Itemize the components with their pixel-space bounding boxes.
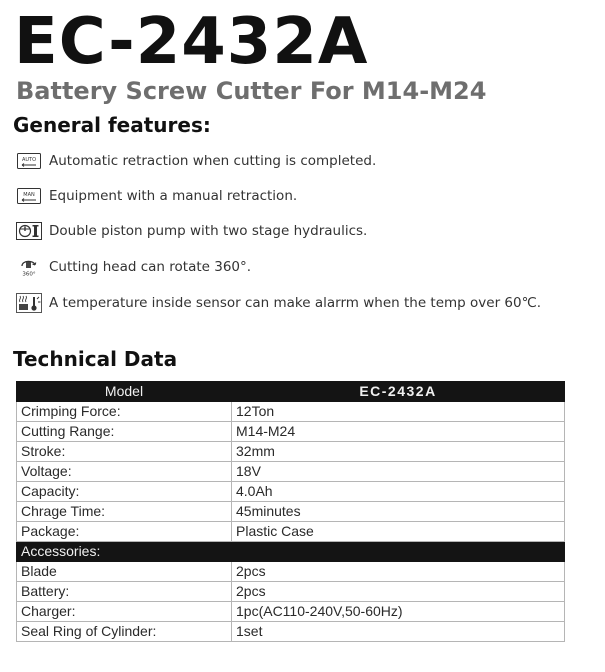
spec-value: Plastic Case [232,522,565,542]
feature-item [16,183,297,209]
auto-retraction-icon [16,151,42,171]
accessory-label: Charger: [17,602,232,622]
feature-text: Equipment with a manual retraction. [49,188,298,204]
table-row [17,402,565,422]
model-value-header: EC-2432A [232,382,565,402]
accessory-label: Blade [17,562,232,582]
spec-label: Crimping Force: [17,402,232,422]
accessory-value: 2pcs [232,562,565,582]
spec-label: Voltage: [17,462,232,482]
rotate-360-icon [16,257,42,277]
feature-item [16,218,367,244]
spec-value: 4.0Ah [232,482,565,502]
manual-retraction-icon [16,186,42,206]
feature-item [16,254,251,280]
accessories-section-label: Accessories: [17,542,565,562]
table-row [17,482,565,502]
accessory-value: 1set [232,622,565,642]
model-column-header: Model [17,382,232,402]
svg-text:AUTO: AUTO [21,157,37,163]
double-piston-pump-icon [16,221,42,241]
technical-data-heading: Technical Data [13,347,178,371]
product-subtitle: Battery Screw Cutter For M14-M24 [16,77,487,105]
table-row [17,602,565,622]
accessory-label: Seal Ring of Cylinder: [17,622,232,642]
svg-text:360°: 360° [22,271,36,277]
spec-value: 32mm [232,442,565,462]
feature-item [16,148,376,174]
table-row [17,622,565,642]
feature-text: Cutting head can rotate 360°. [49,259,252,275]
spec-label: Package: [17,522,232,542]
svg-text:MAN: MAN [23,192,35,198]
general-features-heading: General features: [13,113,211,137]
spec-value: 12Ton [232,402,565,422]
feature-item [16,290,541,316]
table-row [17,422,565,442]
feature-text: Double piston pump with two stage hydraulics. [49,223,368,239]
accessory-label: Battery: [17,582,232,602]
accessory-value: 1pc(AC110-240V,50-60Hz) [232,602,565,622]
spec-value: 45minutes [232,502,565,522]
accessory-value: 2pcs [232,582,565,602]
spec-label: Capacity: [17,482,232,502]
spec-value: M14-M24 [232,422,565,442]
spec-label: Cutting Range: [17,422,232,442]
technical-data-table [16,381,565,642]
feature-text: A temperature inside sensor can make alarrm when the temp over 60℃. [49,295,542,311]
product-model-title: EC-2432A [14,5,369,79]
table-row [17,522,565,542]
table-header-row [17,382,565,402]
spec-label: Chrage Time: [17,502,232,522]
spec-value: 18V [232,462,565,482]
temperature-sensor-icon [16,293,42,313]
table-row [17,502,565,522]
table-row [17,462,565,482]
table-row [17,582,565,602]
table-row [17,562,565,582]
table-row [17,442,565,462]
spec-label: Stroke: [17,442,232,462]
accessories-section-row [17,542,565,562]
feature-text: Automatic retraction when cutting is completed. [49,153,377,169]
